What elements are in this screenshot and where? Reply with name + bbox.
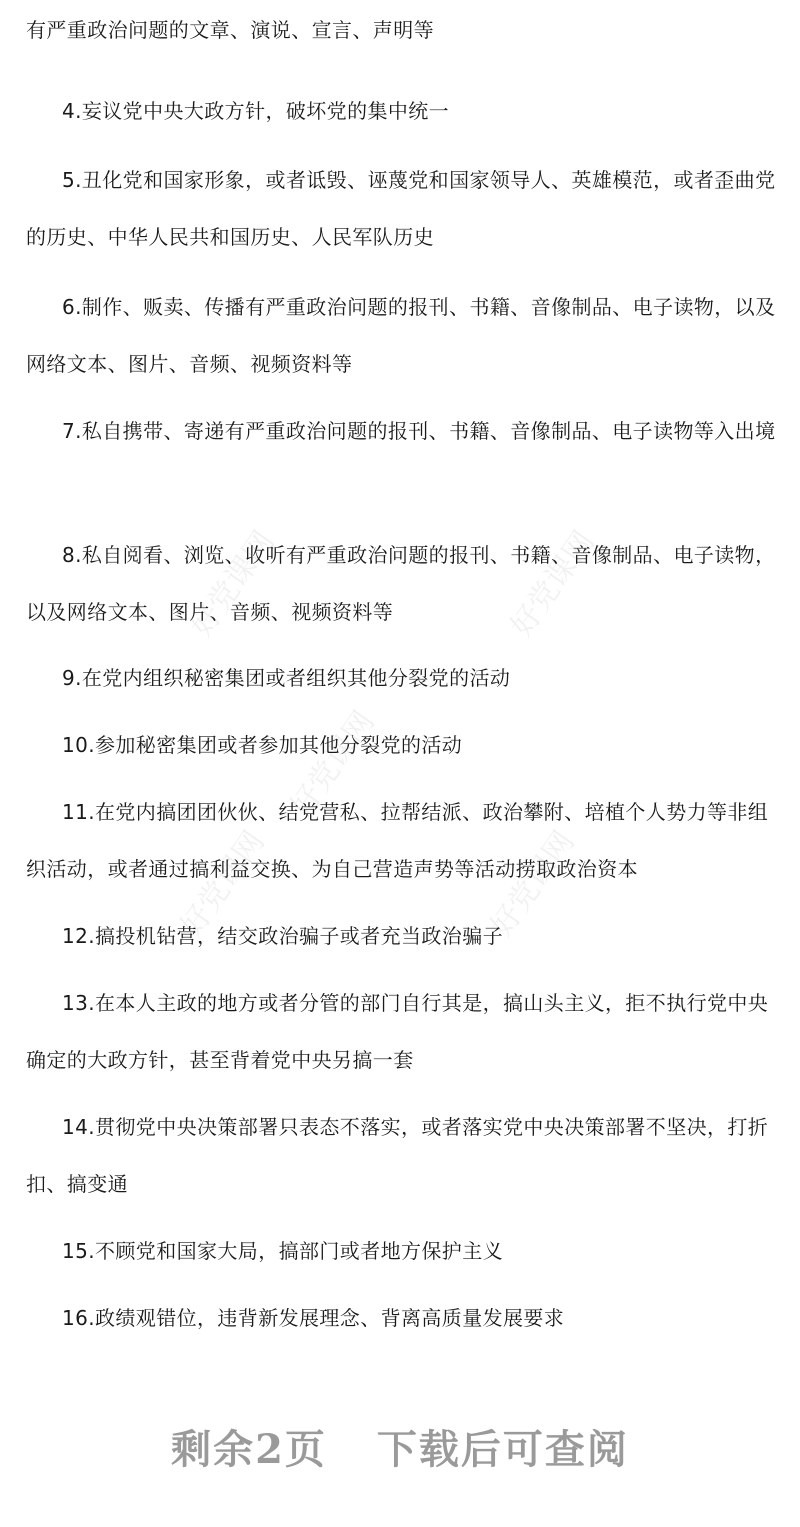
- list-item: 11.在党内搞团团伙伙、结党营私、拉帮结派、政治攀附、培植个人势力等非组织活动，或者通过搞利益交换、为自己营造声势等活动捞取政治资本: [26, 800, 769, 881]
- download-prompt[interactable]: [0, 1418, 800, 1475]
- list-item: 9.在党内组织秘密集团或者组织其他分裂党的活动: [62, 666, 511, 690]
- watermark: 好党课网: [174, 824, 272, 944]
- continuation-text: 有严重政治问题的文章、演说、宣言、声明等: [26, 18, 434, 42]
- list-item: 13.在本人主政的地方或者分管的部门自行其是，搞山头主义，拒不执行党中央确定的大政方针，甚至背着党中央另搞一套: [26, 991, 769, 1072]
- list-item: 8.私自阅看、浏览、收听有严重政治问题的报刊、书籍、音像制品、电子读物，以及网络文本、图片、音频、视频资料等: [26, 543, 776, 624]
- list-item: 10.参加秘密集团或者参加其他分裂党的活动: [62, 733, 463, 757]
- watermark: 好党课网: [184, 524, 282, 644]
- download-to-read-label: 下载后可查阅: [376, 1426, 629, 1473]
- list-item: 14.贯彻党中央决策部署只表态不落实，或者落实党中央决策部署不坚决，打折扣、搞变通: [26, 1115, 769, 1196]
- watermark: 好党课网: [504, 524, 602, 644]
- list-item: 7.私自携带、寄递有严重政治问题的报刊、书籍、音像制品、电子读物等入出境: [62, 419, 776, 443]
- list-item: 5.丑化党和国家形象，或者诋毁、诬蔑党和国家领导人、英雄模范，或者歪曲党的历史、中华人民共和国历史、人民军队历史: [26, 168, 776, 249]
- watermark: 好党课网: [284, 704, 382, 824]
- list-item: 4.妄议党中央大政方针，破坏党的集中统一: [62, 99, 450, 123]
- list-item: 6.制作、贩卖、传播有严重政治问题的报刊、书籍、音像制品、电子读物，以及网络文本、图片、音频、视频资料等: [26, 295, 776, 376]
- remaining-pages-label: 剩余2页: [171, 1426, 327, 1473]
- list-item: 12.搞投机钻营，结交政治骗子或者充当政治骗子: [62, 924, 504, 948]
- watermark: 好党课网: [484, 824, 582, 944]
- list-item: 15.不顾党和国家大局，搞部门或者地方保护主义: [62, 1239, 504, 1263]
- list-item: 16.政绩观错位，违背新发展理念、背离高质量发展要求: [62, 1306, 565, 1330]
